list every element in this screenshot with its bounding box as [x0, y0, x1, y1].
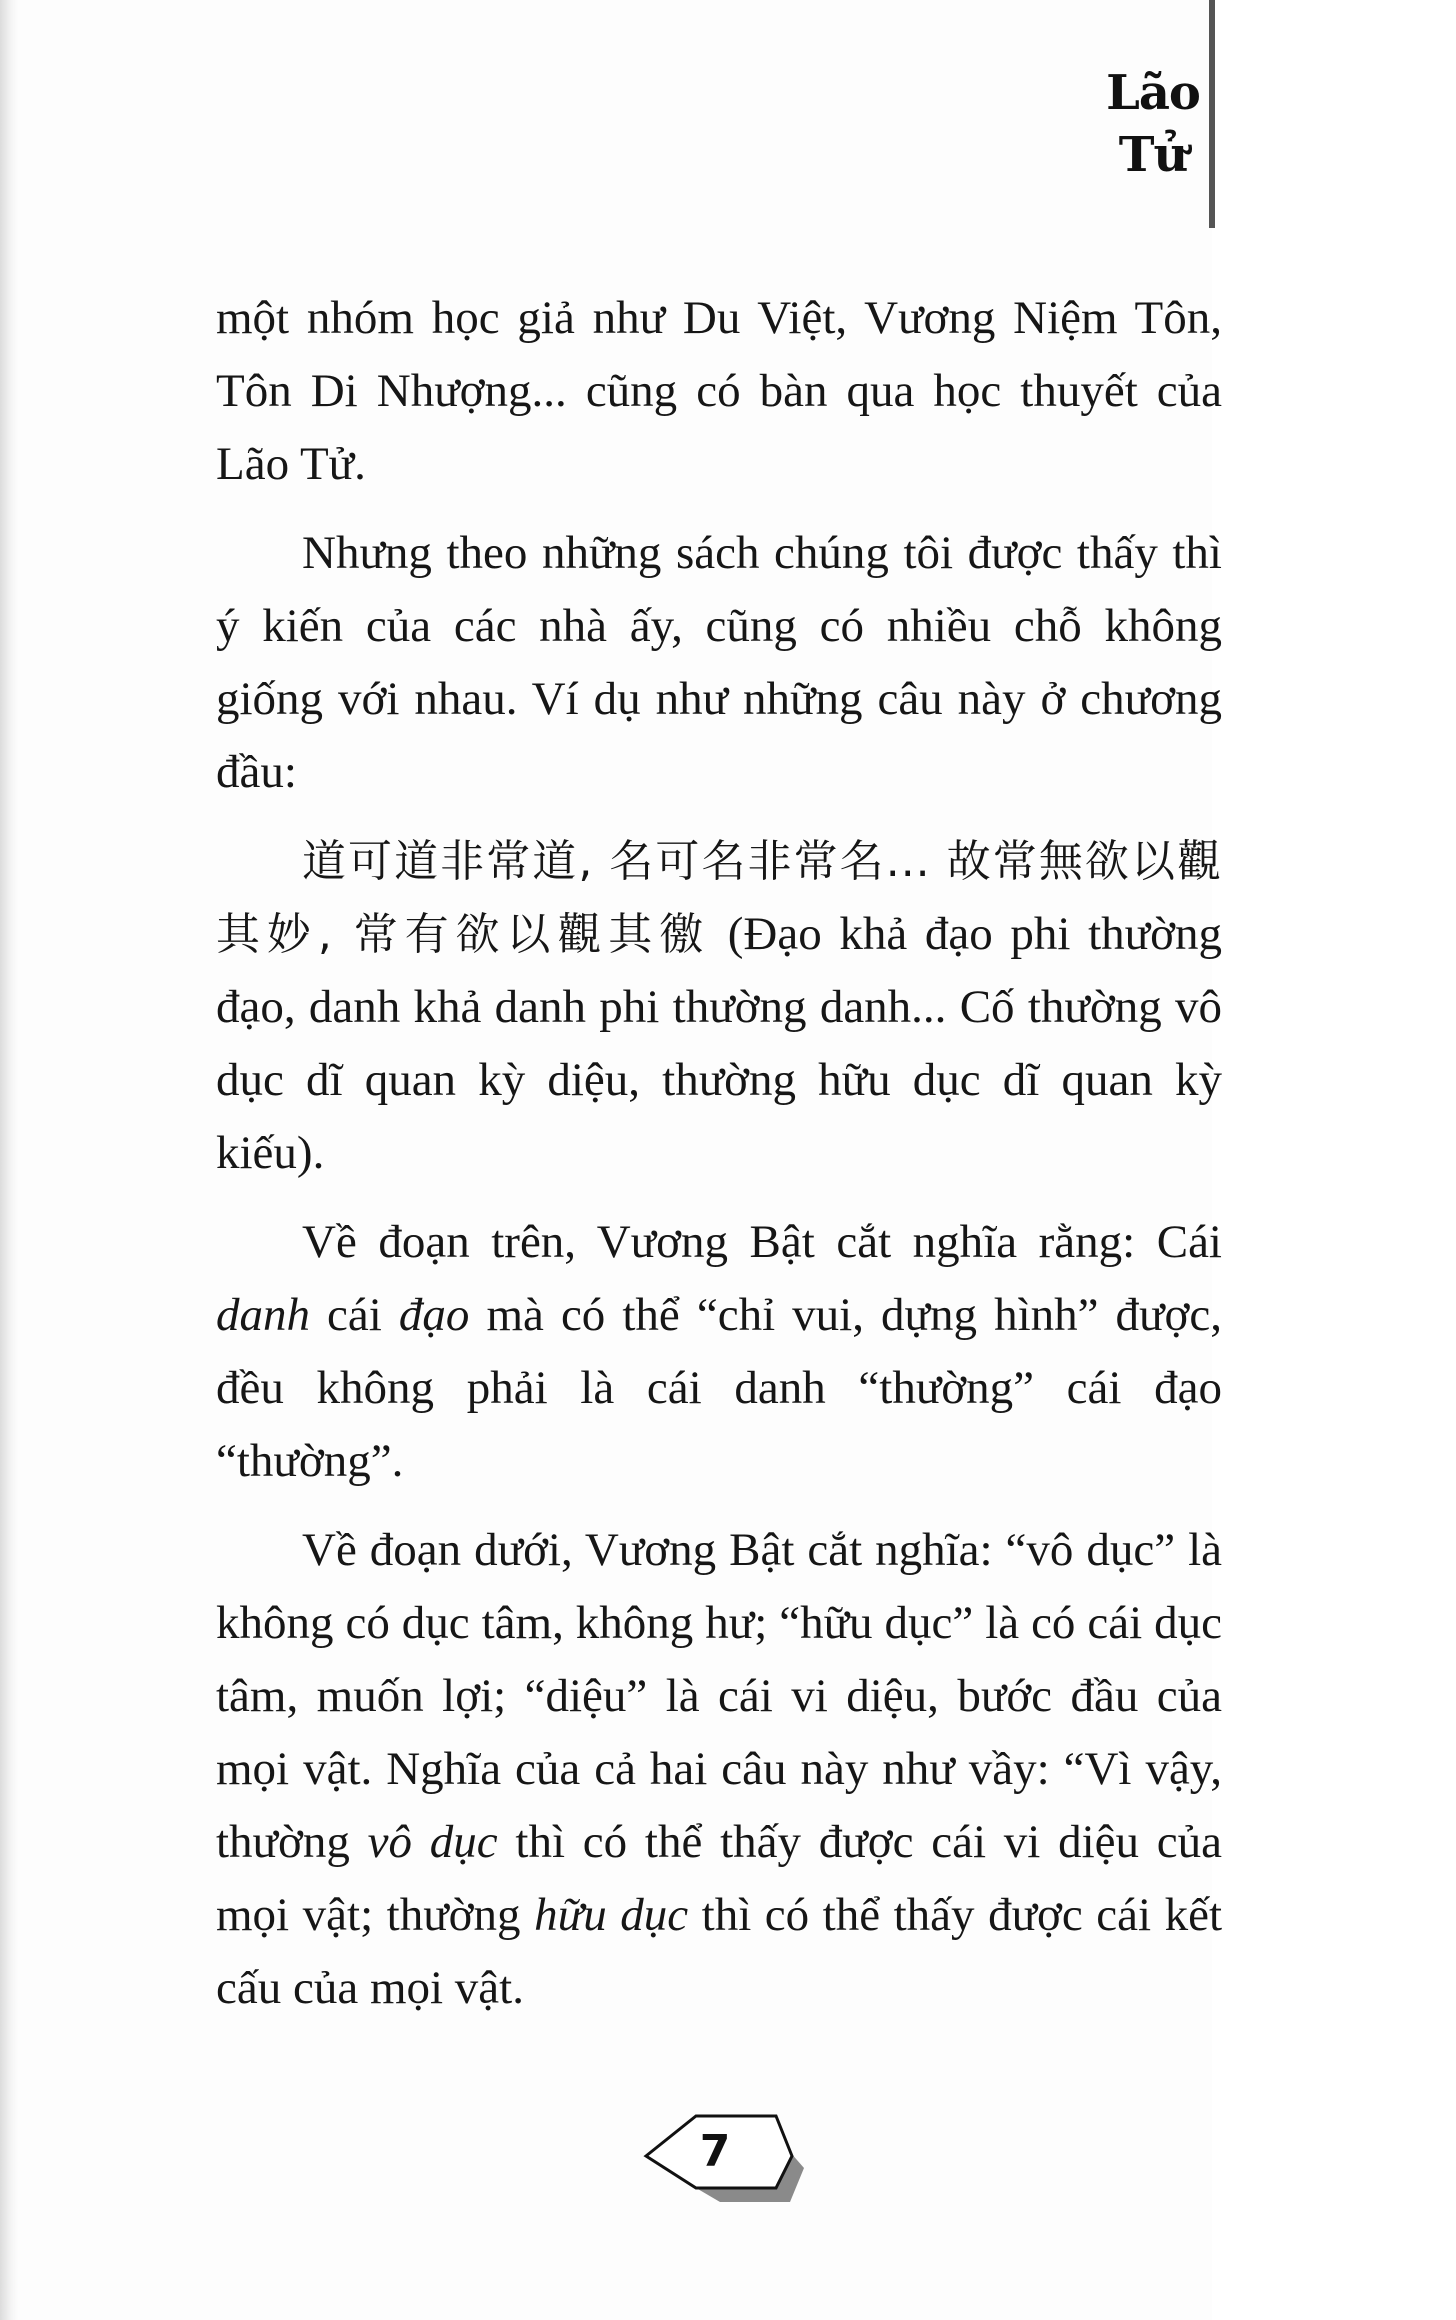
paragraph-4-part-a: Về đoạn trên, Vương Bật cắt nghĩa rằng: Cái [302, 1216, 1222, 1268]
emphasis-dao: đạo [398, 1289, 470, 1341]
running-head-line-1: Lão [1106, 65, 1200, 121]
paragraph-5 [216, 1514, 1222, 2025]
running-head-line-2: Tử [1118, 127, 1188, 183]
page-number-badge [640, 2108, 816, 2220]
page-number: 7 [699, 2126, 731, 2177]
paragraph-5-part-c: thì có thể thấy được cái kết cấu của mọi vật. [216, 1889, 1223, 2014]
classical-chinese-quote: 道可道非常道, 名可名非常名... 故常無欲以觀其妙, 常有欲以觀其徼 [216, 836, 1222, 960]
paragraph-5-part-b: thì có thể thấy được cái vi diệu của mọi vật; thường [216, 1816, 1223, 1941]
emphasis-danh: danh [216, 1289, 310, 1341]
emphasis-huu-duc: hữu dục [534, 1889, 689, 1941]
paragraph-1: một nhóm học giả như Du Việt, Vương Niệm Tôn, Tôn Di Nhượng... cũng có bàn qua học thuyết của Lão Tử. [216, 292, 1222, 490]
paragraph-5-part-a: Về đoạn dưới, Vương Bật cắt nghĩa: “vô dục” là không có dục tâm, không hư; “hữu dục” là có cái dục tâm, muốn lợi; “diệu” là cái vi diệu, bước đầu của mọi vật. Nghĩa của cả hai câu này như vầy: “Vì vậy, thường [216, 1524, 1222, 1868]
page-margin-right [1212, 0, 1456, 2320]
paragraph-3-quote [216, 825, 1222, 1190]
paragraph-2: Nhưng theo những sách chúng tôi được thấy thì ý kiến của các nhà ấy, cũng có nhiều chỗ không giống với nhau. Ví dụ như những câu này ở chương đầu: [216, 527, 1222, 798]
paragraph-4 [216, 1206, 1222, 1498]
body-text [216, 282, 1222, 2041]
running-head-rule [1209, 0, 1215, 228]
page-edge-shadow [0, 0, 18, 2320]
emphasis-vo-duc: vô dục [367, 1816, 498, 1868]
quote-transliteration: (Đạo khả đạo phi thường đạo, danh khả danh phi thường danh... Cố thường vô dục dĩ quan kỳ diệu, thường hữu dục dĩ quan kỳ kiếu). [216, 908, 1222, 1179]
paragraph-4-part-b: cái [310, 1289, 399, 1341]
running-head [1098, 62, 1208, 186]
paragraph-4-part-c: mà có thể “chỉ vui, dựng hình” được, đều không phải là cái danh “thường” cái đạo “thường”. [216, 1289, 1222, 1487]
